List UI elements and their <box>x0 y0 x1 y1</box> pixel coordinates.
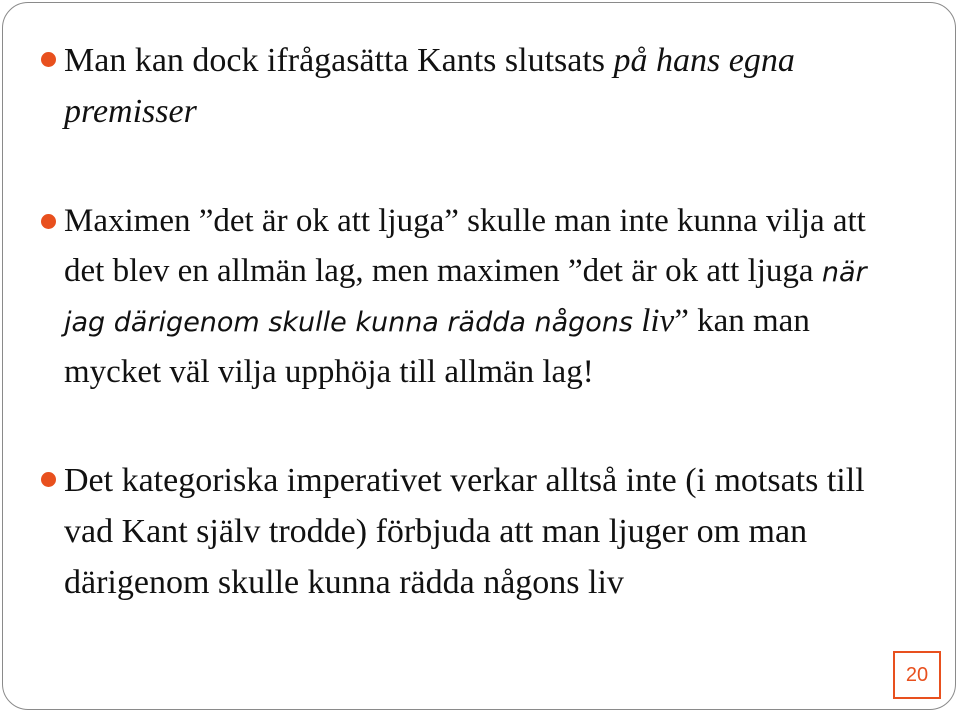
bullet-1-segment-1: Man kan dock ifrågasätta Kants slutsats <box>64 42 614 79</box>
bullet-1-text <box>64 35 901 137</box>
bullet-2 <box>41 197 901 397</box>
page-number: 20 <box>893 651 941 699</box>
bullet-dot-icon <box>41 472 56 487</box>
bullet-dot-icon <box>41 52 56 67</box>
bullet-3-segment-1: Det kategoriska imperativet verkar alltså inte (i motsats till vad Kant själv trodde) förbjuda att man ljuger om man därigenom skulle kunna rädda någons liv <box>64 462 865 601</box>
bullet-3-text <box>64 455 901 608</box>
slide <box>2 2 956 710</box>
bullet-2-segment-4: liv <box>641 303 675 339</box>
bullet-1 <box>41 35 901 137</box>
bullet-2-segment-2: när jag därigenom skulle kunna rädda någons <box>64 256 867 338</box>
bullet-2-text <box>64 197 901 397</box>
bullet-1-segment-2: på hans egna premisser <box>64 42 795 130</box>
bullet-2-segment-5: ” kan man mycket väl vilja upphöja till allmän lag! <box>64 303 810 390</box>
bullet-3 <box>41 455 901 608</box>
bullet-2-segment-1: Maximen ”det är ok att ljuga” skulle man inte kunna vilja att det blev en allmän lag, men maximen ”det är ok att ljuga <box>64 203 866 289</box>
bullet-2-segment-3 <box>633 303 641 339</box>
bullet-dot-icon <box>41 214 56 229</box>
